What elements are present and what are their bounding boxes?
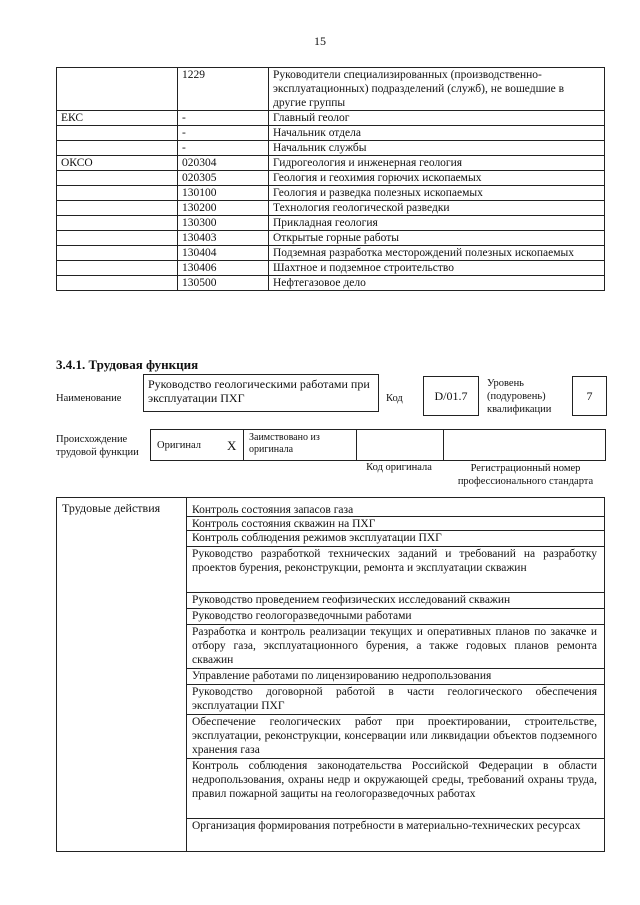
action-item: Управление работами по лицензированию недропользования <box>192 670 492 682</box>
classification-row <box>57 261 605 276</box>
classification-row <box>57 171 605 186</box>
action-item: Руководство геологоразведочными работами <box>192 610 412 622</box>
classification-doc: ОКСО <box>57 156 178 171</box>
classification-row <box>57 156 605 171</box>
classification-code: 130406 <box>178 261 269 276</box>
classification-row <box>57 68 605 111</box>
classification-name: Геология и разведка полезных ископаемых <box>269 186 605 201</box>
classification-name: Главный геолог <box>269 111 605 126</box>
action-item: Контроль соблюдения законодательства Российской Федерации в области недропользования, охраны недр и окружающей среды, требований охраны труда, правил пожарной защиты на геологоразведочных работах <box>192 760 597 800</box>
classification-code: 130200 <box>178 201 269 216</box>
reg-number-box <box>443 429 606 461</box>
function-name-value: Руководство геологическими работами при эксплуатации ПХГ <box>148 377 370 405</box>
action-item: Разработка и контроль реализации текущих и оперативных планов по закачке и отбору газа, эксплуатационного бурения, а также годовых планов ремонта скважин <box>192 626 597 666</box>
section-title: 3.4.1. Трудовая функция <box>56 357 199 372</box>
classification-name: Начальник службы <box>269 141 605 156</box>
classification-doc <box>57 201 178 216</box>
classification-table <box>56 67 605 291</box>
classification-row <box>57 111 605 126</box>
action-item: Руководство проведением геофизических исследований скважин <box>192 594 511 606</box>
classification-row <box>57 141 605 156</box>
action-separator <box>186 608 605 609</box>
level-label: Уровень (подуровень) квалификации <box>487 378 552 415</box>
classification-doc <box>57 261 178 276</box>
action-separator <box>186 684 605 685</box>
classification-doc <box>57 126 178 141</box>
classification-name: Нефтегазовое дело <box>269 276 605 291</box>
classification-row <box>57 216 605 231</box>
classification-code: 130404 <box>178 246 269 261</box>
action-item: Руководство разработкой технических заданий и требований на разработку проектов бурения, реконструкции, ремонта и эксплуатации скважин <box>192 548 597 574</box>
classification-doc <box>57 276 178 291</box>
classification-code: 130500 <box>178 276 269 291</box>
classification-doc <box>57 246 178 261</box>
original-label: Оригинал <box>157 440 201 451</box>
classification-code: 020304 <box>178 156 269 171</box>
actions-divider <box>186 497 187 852</box>
action-separator <box>186 818 605 819</box>
classification-doc <box>57 141 178 156</box>
classification-name: Прикладная геология <box>269 216 605 231</box>
origin-label: Происхождение трудовой функции <box>56 434 139 458</box>
classification-code: 130403 <box>178 231 269 246</box>
classification-code: 130300 <box>178 216 269 231</box>
classification-name: Руководители специализированных (производственно-эксплуатационных) подразделений (служб), не вошедшие в другие группы <box>269 68 605 111</box>
original-mark: X <box>227 438 237 453</box>
function-code-box <box>423 376 479 416</box>
classification-doc <box>57 231 178 246</box>
action-separator <box>186 592 605 593</box>
borrowed-label: Заимствовано из оригинала <box>249 432 320 455</box>
function-code-value: D/01.7 <box>434 389 468 403</box>
classification-row <box>57 276 605 291</box>
classification-row <box>57 126 605 141</box>
classification-code: 1229 <box>178 68 269 111</box>
code-label: Код <box>386 393 403 404</box>
classification-row <box>57 246 605 261</box>
action-item: Обеспечение геологических работ при проектировании, строительстве, эксплуатации, реконструкции, консервации или ликвидации объектов подземного хранения газа <box>192 716 597 756</box>
classification-name: Гидрогеология и инженерная геология <box>269 156 605 171</box>
action-item: Контроль состояния скважин на ПХГ <box>192 518 376 530</box>
reg-number-label: Регистрационный номер профессионального стандарта <box>457 463 594 487</box>
classification-code: - <box>178 111 269 126</box>
action-item: Контроль состояния запасов газа <box>192 504 354 516</box>
classification-doc: ЕКС <box>57 111 178 126</box>
action-separator <box>186 530 605 531</box>
action-separator <box>186 714 605 715</box>
classification-doc <box>57 216 178 231</box>
classification-name: Геология и геохимия горючих ископаемых <box>269 171 605 186</box>
classification-name: Шахтное и подземное строительство <box>269 261 605 276</box>
action-separator <box>186 546 605 547</box>
name-label: Наименование <box>56 393 122 404</box>
classification-doc <box>57 68 178 111</box>
classification-name: Открытые горные работы <box>269 231 605 246</box>
action-separator <box>186 758 605 759</box>
action-item: Контроль соблюдения режимов эксплуатации ПХГ <box>192 532 442 544</box>
action-item: Организация формирования потребности в материально-технических ресурсах <box>192 820 581 832</box>
classification-row <box>57 186 605 201</box>
code-original-label: Код оригинала <box>366 462 432 473</box>
code-original-box <box>356 429 444 461</box>
classification-name: Технология геологической разведки <box>269 201 605 216</box>
action-separator <box>186 668 605 669</box>
classification-name: Начальник отдела <box>269 126 605 141</box>
classification-name: Подземная разработка месторождений полезных ископаемых <box>269 246 605 261</box>
level-box <box>572 376 607 416</box>
level-value: 7 <box>586 389 593 403</box>
action-item: Руководство договорной работой в части геологического обеспечения эксплуатации ПХГ <box>192 686 597 712</box>
function-name-box <box>143 374 379 412</box>
classification-doc <box>57 171 178 186</box>
classification-doc <box>57 186 178 201</box>
actions-label: Трудовые действия <box>62 501 161 515</box>
page-number: 15 <box>314 34 326 48</box>
classification-code: - <box>178 141 269 156</box>
classification-code: 130100 <box>178 186 269 201</box>
classification-row <box>57 201 605 216</box>
action-separator <box>186 624 605 625</box>
classification-code: - <box>178 126 269 141</box>
action-separator <box>186 516 605 517</box>
classification-code: 020305 <box>178 171 269 186</box>
classification-row <box>57 231 605 246</box>
